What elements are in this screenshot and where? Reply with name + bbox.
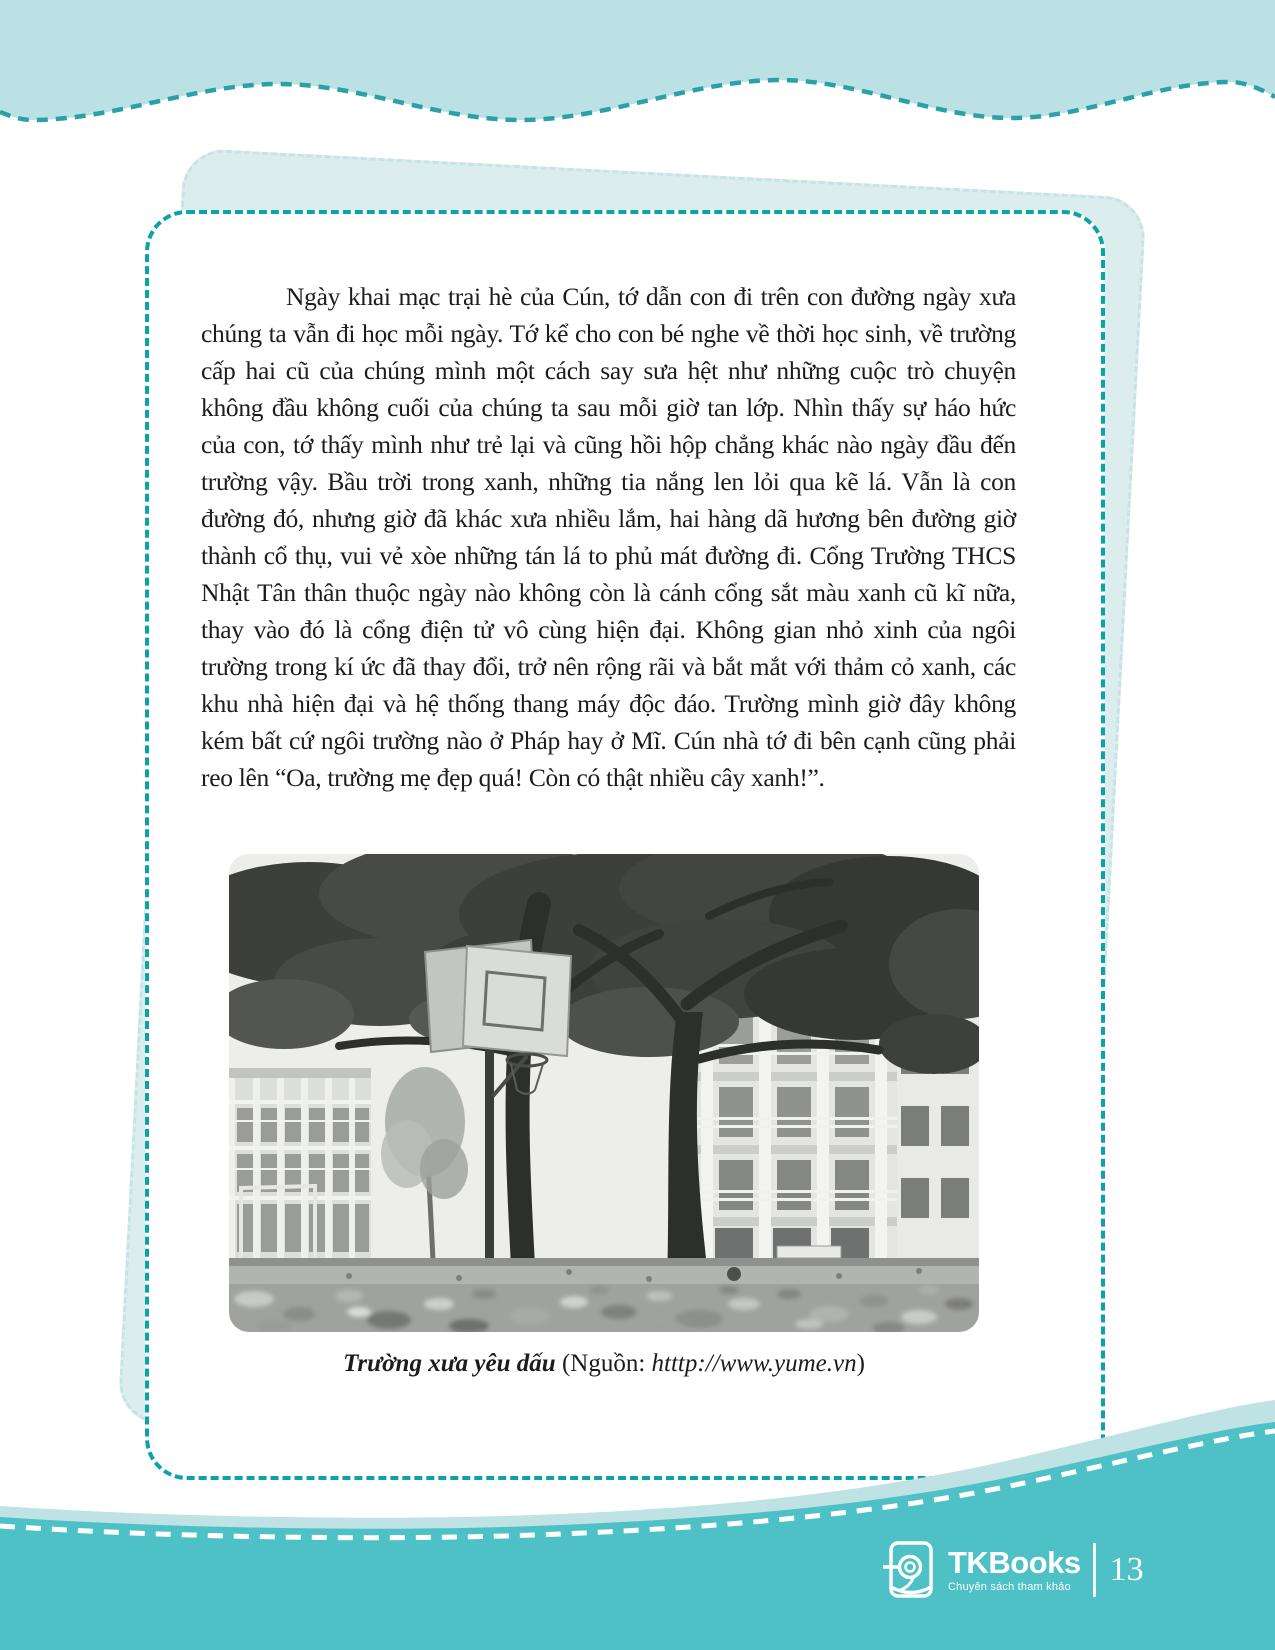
body-paragraph: Ngày khai mạc trại hè của Cún, tớ dẫn con đi trên con đường ngày xưa chúng ta vẫn đi học mỗi ngày. Tớ kể cho con bé nghe về thời học sinh, về trường cấp hai cũ của chúng mình một cách say sưa hệt như những cuộc trò chuyện không đầu không cuối của chúng ta sau mỗi giờ tan lớp. Nhìn thấy sự háo hức của con, tớ thấy mình như trẻ lại và cũng hồi hộp chẳng khác nào ngày đầu đến trường vậy. Bầu trời trong xanh, những tia nắng len lỏi qua kẽ lá. Vẫn là con đường đó, nhưng giờ đã khác xưa nhiều lắm, hai hàng dã hương bên đường giờ thành cổ thụ, vui vẻ xòe những tán lá to phủ mát đường đi. Cổng Trường THCS Nhật Tân thân thuộc ngày nào không còn là cánh cổng sắt màu xanh cũ kĩ nữa, thay vào đó là cổng điện tử vô cùng hiện đại. Không gian nhỏ xinh của ngôi trường trong kí ức đã thay đổi, trở nên rộng rãi và bắt mắt với thảm cỏ xanh, các khu nhà hiện đại và hệ thống thang máy độc đáo. Trường mình giờ đây không kém bất cứ ngôi trường nào ở Pháp hay ở Mĩ. Cún nhà tớ đi bên cạnh cũng phải reo lên “Oa, trường mẹ đẹp quá! Còn có thật nhiều cây xanh!”. bbox=[201, 282, 1016, 792]
left-building bbox=[229, 1068, 371, 1272]
school-photo-illustration bbox=[229, 854, 979, 1332]
footer-wave-band bbox=[0, 1380, 1275, 1650]
footer-brand bbox=[886, 1540, 1144, 1600]
content-card bbox=[145, 210, 1105, 1480]
book-magnifier-icon bbox=[886, 1540, 936, 1600]
page-number: 13 bbox=[1109, 1551, 1144, 1588]
brand-name: TKBooks bbox=[948, 1545, 1081, 1580]
photo-caption bbox=[229, 1350, 979, 1378]
caption-title: Trường xưa yêu dấu bbox=[343, 1350, 556, 1377]
brand-text bbox=[948, 1547, 1081, 1593]
brand-divider bbox=[1093, 1543, 1096, 1597]
caption-source-url: htttp://www.yume.vn bbox=[651, 1350, 857, 1377]
caption-source-prefix: (Nguồn: bbox=[555, 1350, 652, 1377]
card-inner bbox=[149, 214, 1101, 1378]
top-wave-band bbox=[0, 0, 1275, 135]
brand-tagline: Chuyên sách tham khảo bbox=[948, 1581, 1071, 1593]
caption-source-suffix: ) bbox=[856, 1350, 865, 1377]
school-photo-image bbox=[229, 854, 979, 1332]
